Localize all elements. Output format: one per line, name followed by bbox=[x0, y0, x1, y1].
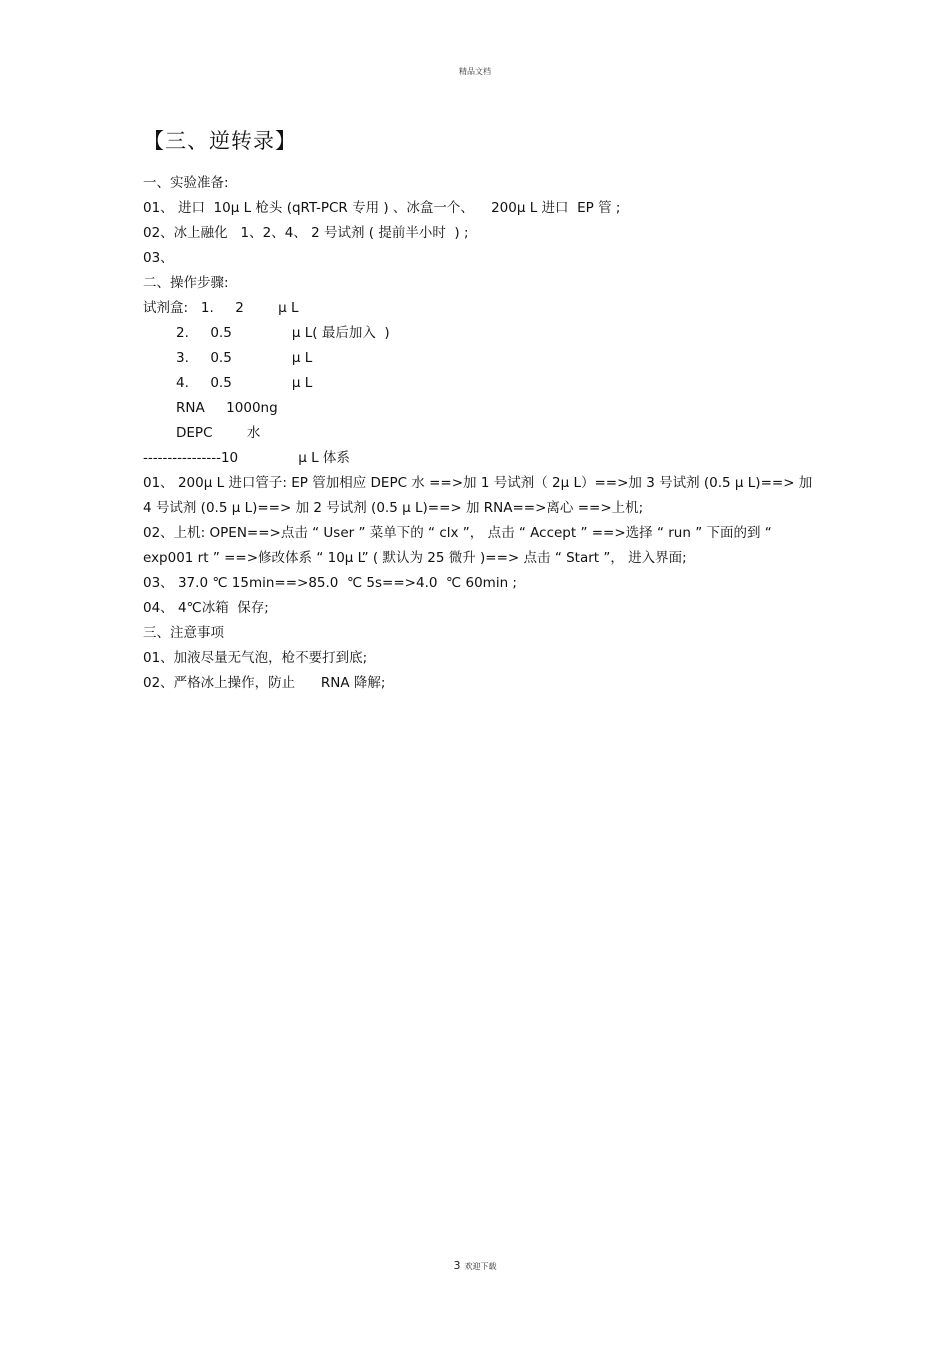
text-line: 03、 37.0 ℃ 15min==>85.0 ℃ 5s==>4.0 ℃ 60min ; bbox=[143, 575, 517, 591]
text-line: 三、注意事项 bbox=[143, 625, 224, 641]
line-list bbox=[143, 171, 813, 471]
line-list-2 bbox=[143, 571, 813, 696]
page-header: 精品文档 bbox=[459, 67, 491, 76]
text-line: ----------------10 μ L 体系 bbox=[143, 450, 350, 466]
section-title: 【三、逆转录】 bbox=[143, 129, 297, 153]
document-body bbox=[143, 125, 813, 696]
text-line: DEPC 水 bbox=[176, 425, 261, 441]
text-line: RNA 1000ng bbox=[176, 400, 278, 416]
text-line: 02、严格冰上操作，防止 RNA 降解; bbox=[143, 675, 386, 691]
text-line: 4. 0.5 μ L bbox=[176, 375, 313, 391]
text-line: 二、操作步骤: bbox=[143, 275, 229, 291]
text-line: 03、 bbox=[143, 250, 174, 266]
paragraph: 01、 200μ L 进口管子: EP 管加相应 DEPC 水 ==>加 1 号试剂（ 2μ L）==>加 3 号试剂 (0.5 μ L)==> 加 4 号试剂 (0.5 μ L)==> 加 2 号试剂 (0.5 μ L)==> 加 RNA==>离心 ==>上机; bbox=[143, 475, 813, 516]
paragraph: 02、上机: OPEN==>点击 “ User ” 菜单下的 “ clx ”， 点击 “ Accept ” ==>选择 “ run ” 下面的到 “ exp001 rt ” ==>修改体系 “ 10μ L” ( 默认为 25 微升 )==> 点击 “ Start ”， 进入界面; bbox=[143, 525, 772, 566]
footer-text: 欢迎下载 bbox=[464, 1262, 497, 1271]
text-line: 3. 0.5 μ L bbox=[176, 350, 313, 366]
text-line: 01、 进口 10μ L 枪头 (qRT-PCR 专用 ) 、冰盒一个、 200μ L 进口 EP 管 ; bbox=[143, 200, 621, 216]
text-line: 试剂盒: 1. 2 μ L bbox=[143, 300, 299, 316]
text-line: 一、实验准备: bbox=[143, 175, 229, 191]
page-number: 3 bbox=[453, 1259, 461, 1272]
text-line: 04、 4℃冰箱 保存; bbox=[143, 600, 269, 616]
text-line: 02、冰上融化 1、2、4、 2 号试剂 ( 提前半小时 ) ; bbox=[143, 225, 469, 241]
text-line: 01、加液尽量无气泡，枪不要打到底; bbox=[143, 650, 368, 666]
text-line: 2. 0.5 μ L( 最后加入 ) bbox=[176, 325, 390, 341]
page-footer bbox=[0, 1259, 950, 1272]
